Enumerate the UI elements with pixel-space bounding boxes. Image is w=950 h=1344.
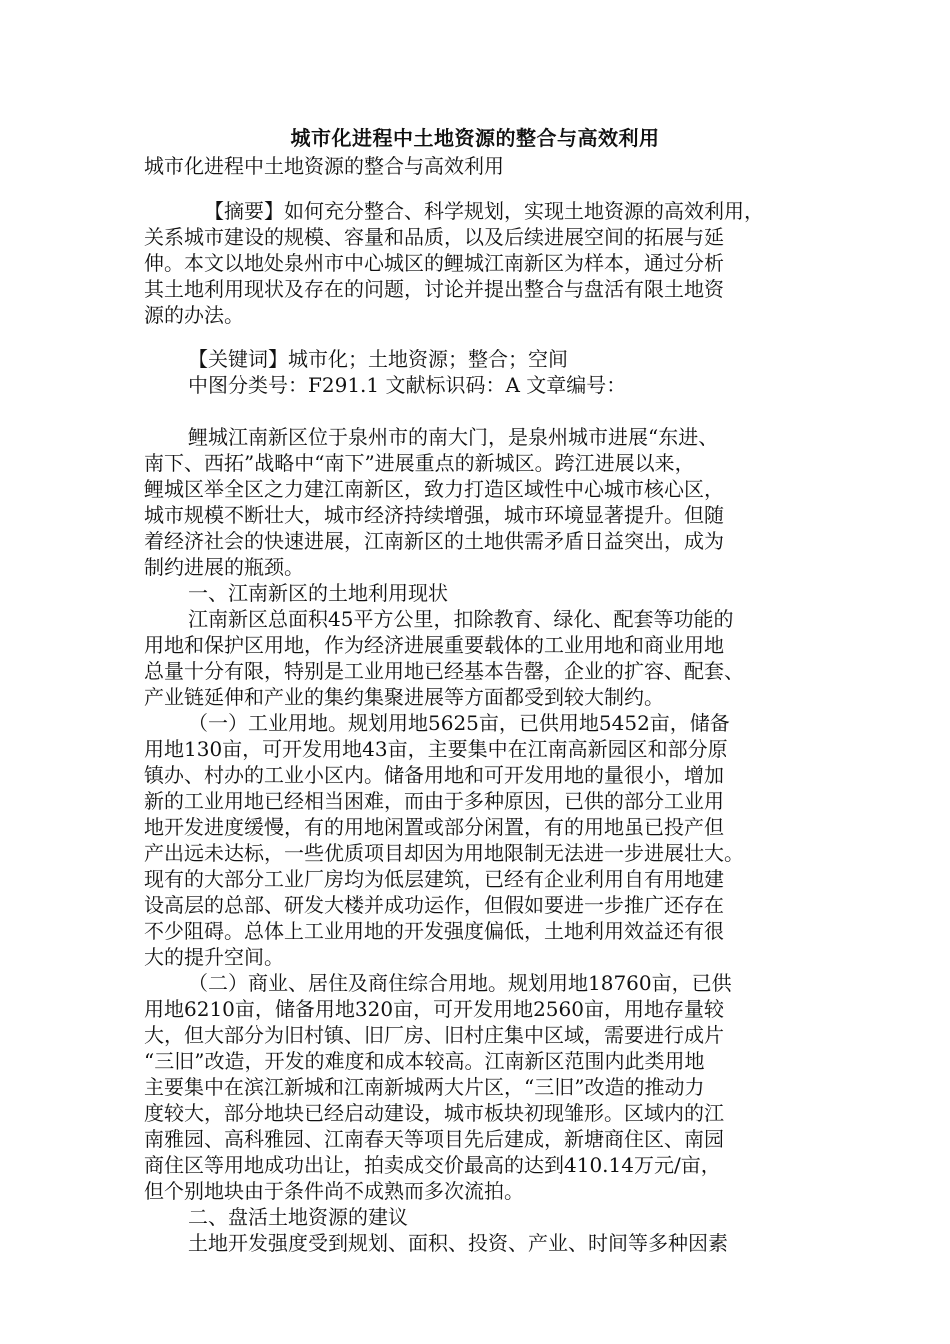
body-line: （一）工业用地。规划用地5625亩，已供用地5452亩，储备 xyxy=(188,711,730,735)
document-title: 城市化进程中土地资源的整合与高效利用 xyxy=(290,126,660,150)
body-line: 土地开发强度受到规划、面积、投资、产业、时间等多种因素 xyxy=(188,1231,728,1255)
body-line: 制约进展的瓶颈。 xyxy=(144,555,304,579)
abstract-section xyxy=(144,198,804,328)
body-line: 设高层的总部、研发大楼并成功运作，但假如要进一步推广还存在 xyxy=(144,893,724,917)
body-line: 产业链延伸和产业的集约集聚进展等方面都受到较大制约。 xyxy=(144,685,664,709)
body-line: 城市规模不断壮大，城市经济持续增强，城市环境显著提升。但随 xyxy=(144,503,724,527)
body-line: 新的工业用地已经相当困难，而由于多种原因，已供的部分工业用 xyxy=(144,789,724,813)
body-line: 用地6210亩，储备用地320亩，可开发用地2560亩，用地存量较 xyxy=(144,997,724,1021)
body-text xyxy=(144,424,804,1256)
body-line: 大，但大部分为旧村镇、旧厂房、旧村庄集中区域，需要进行成片 xyxy=(144,1023,724,1047)
section-heading: 二、盘活土地资源的建议 xyxy=(188,1205,408,1229)
body-line: 度较大，部分地块已经启动建设，城市板块初现雏形。区域内的江 xyxy=(144,1101,724,1125)
body-line: “三旧”改造，开发的难度和成本较高。江南新区范围内此类用地 xyxy=(144,1049,705,1073)
body-line: 南下、西拓”战略中“南下”进展重点的新城区。跨江进展以来， xyxy=(144,451,695,475)
body-line: 主要集中在滨江新城和江南新城两大片区，“三旧”改造的推动力 xyxy=(144,1075,705,1099)
abstract-line: 源的办法。 xyxy=(144,303,244,327)
body-line: 用地和保护区用地，作为经济进展重要载体的工业用地和商业用地 xyxy=(144,633,724,657)
document-subtitle: 城市化进程中土地资源的整合与高效利用 xyxy=(144,154,504,178)
body-line: 镇办、村办的工业小区内。储备用地和可开发用地的量很小，增加 xyxy=(144,763,724,787)
body-line: 现有的大部分工业厂房均为低层建筑，已经有企业利用自有用地建 xyxy=(144,867,724,891)
body-line: 不少阻碍。总体上工业用地的开发强度偏低，土地利用效益还有很 xyxy=(144,919,724,943)
classification-line: 中图分类号：F291.1 文献标识码：A 文章编号： xyxy=(188,373,627,397)
body-line: 地开发进度缓慢，有的用地闲置或部分闲置，有的用地虽已投产但 xyxy=(144,815,724,839)
abstract-line: 伸。本文以地处泉州市中心城区的鲤城江南新区为样本，通过分析 xyxy=(144,251,724,275)
section-heading: 一、江南新区的土地利用现状 xyxy=(188,581,448,605)
body-line: 商住区等用地成功出让，拍卖成交价最高的达到410.14万元/亩， xyxy=(144,1153,721,1177)
body-line: 产出远未达标，一些优质项目却因为用地限制无法进一步进展壮大。 xyxy=(144,841,744,865)
abstract-line: 其土地利用现状及存在的问题，讨论并提出整合与盘活有限土地资 xyxy=(144,277,724,301)
body-line: 江南新区总面积45平方公里，扣除教育、绿化、配套等功能的 xyxy=(188,607,734,631)
body-line: 大的提升空间。 xyxy=(144,945,284,969)
body-line: 鲤城区举全区之力建江南新区，致力打造区域性中心城市核心区， xyxy=(144,477,724,501)
body-line: （二）商业、居住及商住综合用地。规划用地18760亩，已供 xyxy=(188,971,732,995)
keywords-line: 【关键词】城市化；土地资源；整合；空间 xyxy=(188,347,568,371)
abstract-line: 关系城市建设的规模、容量和品质，以及后续进展空间的拓展与延 xyxy=(144,225,724,249)
body-line: 但个别地块由于条件尚不成熟而多次流拍。 xyxy=(144,1179,524,1203)
body-line: 鲤城江南新区位于泉州市的南大门，是泉州城市进展“东进、 xyxy=(188,425,719,449)
body-line: 着经济社会的快速进展，江南新区的土地供需矛盾日益突出，成为 xyxy=(144,529,724,553)
abstract-line: 【摘要】如何充分整合、科学规划，实现土地资源的高效利用， xyxy=(204,199,764,223)
keywords-section xyxy=(144,346,804,398)
body-line: 南雅园、高科雅园、江南春天等项目先后建成，新塘商住区、南园 xyxy=(144,1127,724,1151)
body-line: 用地130亩，可开发用地43亩，主要集中在江南高新园区和部分原 xyxy=(144,737,728,761)
body-line: 总量十分有限，特别是工业用地已经基本告罄，企业的扩容、配套、 xyxy=(144,659,744,683)
